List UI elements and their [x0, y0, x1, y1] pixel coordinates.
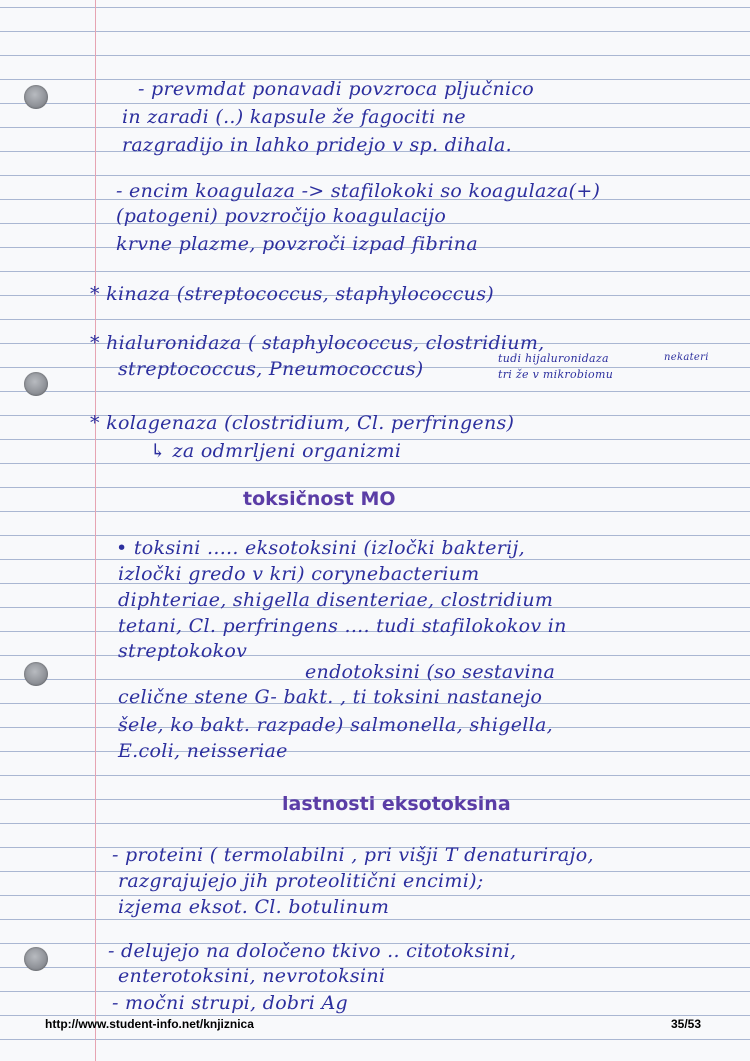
punch-hole: [24, 372, 48, 396]
punch-hole: [24, 947, 48, 971]
handwritten-line: * hialuronidaza ( staphylococcus, clostridium,: [90, 332, 545, 354]
handwritten-line: enterotoksini, nevrotoksini: [118, 965, 386, 987]
handwritten-line: - delujejo na določeno tkivo .. citotoksini,: [108, 940, 517, 962]
handwritten-line: - prevmdat ponavadi povzroca pljučnico: [138, 78, 535, 100]
section-heading: lastnosti eksotoksina: [282, 793, 511, 815]
handwritten-line: * kinaza (streptococcus, staphylococcus): [90, 283, 494, 305]
section-heading: toksičnost MO: [243, 488, 396, 510]
handwritten-line: * kolagenaza (clostridium, Cl. perfringens): [90, 412, 515, 434]
handwritten-line: in zaradi (..) kapsule že fagociti ne: [122, 106, 466, 128]
handwritten-line: diphteriae, shigella disenteriae, clostridium: [118, 589, 554, 611]
handwritten-line: E.coli, neisseriae: [118, 740, 288, 762]
handwritten-line: - encim koagulaza -> stafilokoki so koagulaza(+): [116, 180, 601, 202]
handwritten-line: celične stene G- bakt. , ti toksini nastanejo: [118, 686, 543, 708]
handwritten-line: streptokokov: [118, 640, 248, 662]
handwritten-line: - močni strupi, dobri Ag: [112, 992, 348, 1014]
handwritten-annotation: tudi hijaluronidaza: [498, 352, 609, 365]
handwritten-line: streptococcus, Pneumococcus): [118, 358, 424, 380]
footer-url: http://www.student-info.net/knjiznica: [45, 1017, 254, 1031]
handwritten-line: izločki gredo v kri) corynebacterium: [118, 563, 480, 585]
punch-hole: [24, 662, 48, 686]
handwritten-line: • toksini ..... eksotoksini (izločki bakterij,: [116, 537, 526, 559]
handwritten-line: razgradijo in lahko pridejo v sp. dihala.: [122, 134, 512, 156]
punch-hole: [24, 85, 48, 109]
handwritten-annotation: tri že v mikrobiomu: [498, 368, 614, 381]
handwritten-line: krvne plazme, povzroči izpad fibrina: [116, 233, 478, 255]
handwritten-line: endotoksini (so sestavina: [305, 661, 556, 683]
handwritten-line: izjema eksot. Cl. botulinum: [118, 896, 390, 918]
handwritten-line: šele, ko bakt. razpade) salmonella, shigella,: [118, 714, 554, 736]
handwritten-line: ↳ za odmrljeni organizmi: [150, 440, 402, 462]
handwritten-line: (patogeni) povzročijo koagulacijo: [116, 205, 447, 227]
handwritten-annotation: nekateri: [664, 352, 709, 363]
handwritten-line: razgrajujejo jih proteolitični encimi);: [118, 870, 484, 892]
page-number: 35/53: [671, 1017, 702, 1031]
handwritten-line: tetani, Cl. perfringens .... tudi stafilokokov in: [118, 615, 567, 637]
handwritten-line: - proteini ( termolabilni , pri višji T denaturirajo,: [112, 844, 594, 866]
